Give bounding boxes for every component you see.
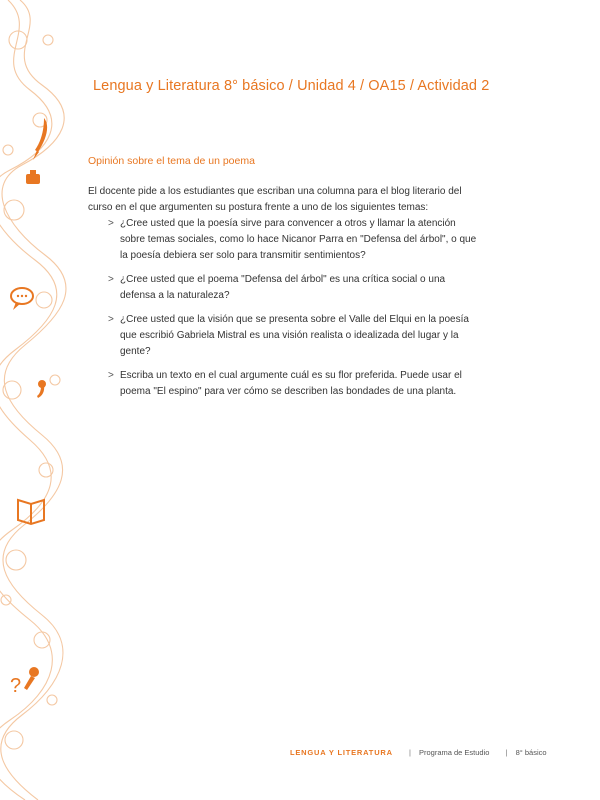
chevron-right-icon: > <box>108 314 114 325</box>
section-title: Opinión sobre el tema de un poema <box>88 155 255 167</box>
chevron-right-icon: > <box>108 370 114 381</box>
microphone-icon <box>24 667 39 690</box>
footer-program: Programa de Estudio <box>418 748 490 757</box>
page-header-title: Lengua y Literatura 8° básico / Unidad 4 / OA15 / Actividad 2 <box>93 78 490 94</box>
list-item <box>108 216 478 264</box>
footer-divider: | <box>505 748 508 757</box>
comma-icon <box>37 380 46 398</box>
list-item <box>108 312 478 360</box>
list-item <box>108 272 478 304</box>
footer-subject: LENGUA Y LITERATURA <box>290 748 393 757</box>
list-item-text: ¿Cree usted que el poema "Defensa del árbol" es una crítica social o una defensa a la naturaleza? <box>120 274 446 301</box>
decorative-swirl-strip <box>0 0 70 800</box>
footer-divider: | <box>408 748 411 757</box>
list-item-text: ¿Cree usted que la poesía sirve para convencer a otros y llamar la atención sobre temas sociales, como lo hace Nicanor Parra en "Defensa del árbol", o que la poesía debiera ser solo para transmitir sentimientos? <box>120 218 477 261</box>
list-item <box>108 368 478 400</box>
list-item-text: Escriba un texto en el cual argumente cuál es su flor preferida. Puede usar el poema "El espino" para ver cómo se describen las bondades de una planta. <box>120 370 462 397</box>
topic-list <box>108 216 478 408</box>
speech-bubble-icon <box>11 288 33 310</box>
intro-paragraph: El docente pide a los estudiantes que escriban una columna para el blog literario del curso en el que argumenten su postura frente a uno de los siguientes temas: <box>88 186 462 213</box>
chevron-right-icon: > <box>108 274 114 285</box>
footer-level: 8° básico <box>515 748 547 757</box>
book-icon <box>18 500 44 524</box>
question-mark-icon <box>10 675 21 697</box>
svg-text:?: ? <box>10 675 22 697</box>
inkpot-icon <box>26 170 40 184</box>
chevron-right-icon: > <box>108 218 114 229</box>
list-item-text: ¿Cree usted que la visión que se presenta sobre el Valle del Elqui en la poesía que escribió Gabriela Mistral es una visión realista o idealizada del lugar y la gente? <box>120 314 469 357</box>
page-footer <box>290 748 547 757</box>
